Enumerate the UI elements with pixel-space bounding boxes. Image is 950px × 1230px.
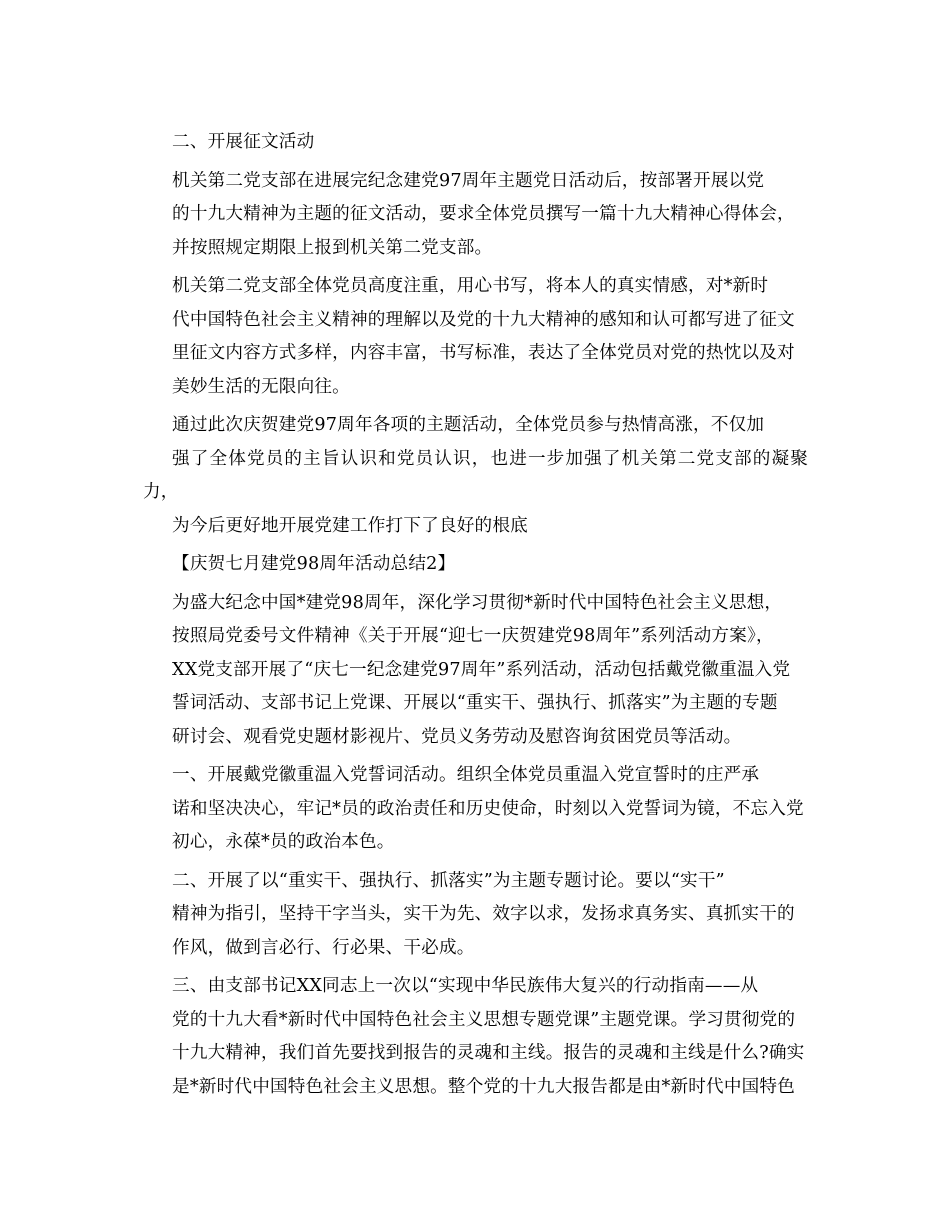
- document-body: [143, 126, 808, 1109]
- text-line: 三、由支部书记XX同志上一次以“实现中华民族伟大复兴的行动指南——从: [172, 976, 759, 996]
- text-line: 按照局党委号文件精神《关于开展“迎七一庆贺建党98周年”系列活动方案》，: [172, 626, 774, 646]
- text-line: 二、开展了以“重实干、强执行、抓落实”为主题专题讨论。要以“实干”: [172, 870, 725, 891]
- text-line: 作风，做到言必行、行必果、干必成。: [172, 937, 475, 958]
- text-line: 美妙生活的无限向往。: [172, 376, 350, 397]
- text-line: 强了全体党员的主旨认识和党员认识，也进一步加强了机关第二党支部的凝聚力，: [143, 448, 808, 502]
- text-line: 诺和坚决决心，牢记*员的政治责任和历史使命，时刻以入党誓词为镜，不忘入党: [172, 798, 804, 819]
- text-line: 里征文内容方式多样，内容丰富，书写标准，表达了全体党员对党的热忱以及对: [172, 343, 795, 363]
- paragraph-party-lecture: [143, 970, 808, 1104]
- text-line: 的十九大精神为主题的征文活动，要求全体党员撰写一篇十九大精神心得体会，: [172, 204, 795, 224]
- text-line: 二、开展征文活动: [172, 132, 315, 152]
- paragraph-discussion-topic: [143, 865, 808, 966]
- section-heading-essay-activity: [143, 126, 808, 160]
- paragraph-activity-summary: [143, 409, 808, 543]
- paragraph-essay-arrangement: [143, 165, 808, 266]
- section-title-summary-2: [143, 548, 808, 582]
- text-line: 为今后更好地开展党建工作打下了良好的根底: [172, 515, 528, 536]
- text-line: 机关第二党支部全体党员高度注重，用心书写，将本人的真实情感，对*新时: [172, 276, 769, 296]
- text-line: 党的十九大看*新时代中国特色社会主义思想专题党课”主题党课。学习贯彻党的: [172, 1009, 796, 1030]
- paragraph-intro-series-activities: [143, 587, 808, 755]
- text-line: 并按照规定期限上报到机关第二党支部。: [172, 237, 493, 258]
- text-line: 通过此次庆贺建党97周年各项的主题活动，全体党员参与热情高涨，不仅加: [172, 415, 765, 435]
- text-line: XX党支部开展了“庆七一纪念建党97周年”系列活动，活动包括戴党徽重温入党: [172, 659, 791, 680]
- text-line: 精神为指引，坚持干字当头，实干为先、效字以求，发扬求真务实、真抓实干的: [172, 904, 795, 924]
- text-line: 一、开展戴党徽重温入党誓词活动。组织全体党员重温入党宣誓时的庄严承: [172, 765, 760, 785]
- text-line: 【庆贺七月建党98周年活动总结2】: [172, 554, 456, 574]
- text-line: 誓词活动、支部书记上党课、开展以“重实干、强执行、抓落实”为主题的专题: [172, 693, 778, 713]
- text-line: 为盛大纪念中国*建党98周年，深化学习贯彻*新时代中国特色社会主义思想，: [172, 592, 783, 613]
- paragraph-essay-content: [143, 270, 808, 404]
- text-line: 初心，永葆*员的政治本色。: [172, 832, 395, 852]
- paragraph-oath-activity: [143, 759, 808, 860]
- text-line: 是*新时代中国特色社会主义思想。整个党的十九大报告都是由*新时代中国特色: [172, 1076, 796, 1097]
- text-line: 机关第二党支部在进展完纪念建党97周年主题党日活动后，按部署开展以党: [172, 170, 765, 191]
- text-line: 十九大精神，我们首先要找到报告的灵魂和主线。报告的灵魂和主线是什么?确实: [172, 1043, 805, 1063]
- text-line: 代中国特色社会主义精神的理解以及党的十九大精神的感知和认可都写进了征文: [172, 309, 795, 330]
- text-line: 研讨会、观看党史题材影视片、党员义务劳动及慰咨询贫困党员等活动。: [172, 726, 742, 747]
